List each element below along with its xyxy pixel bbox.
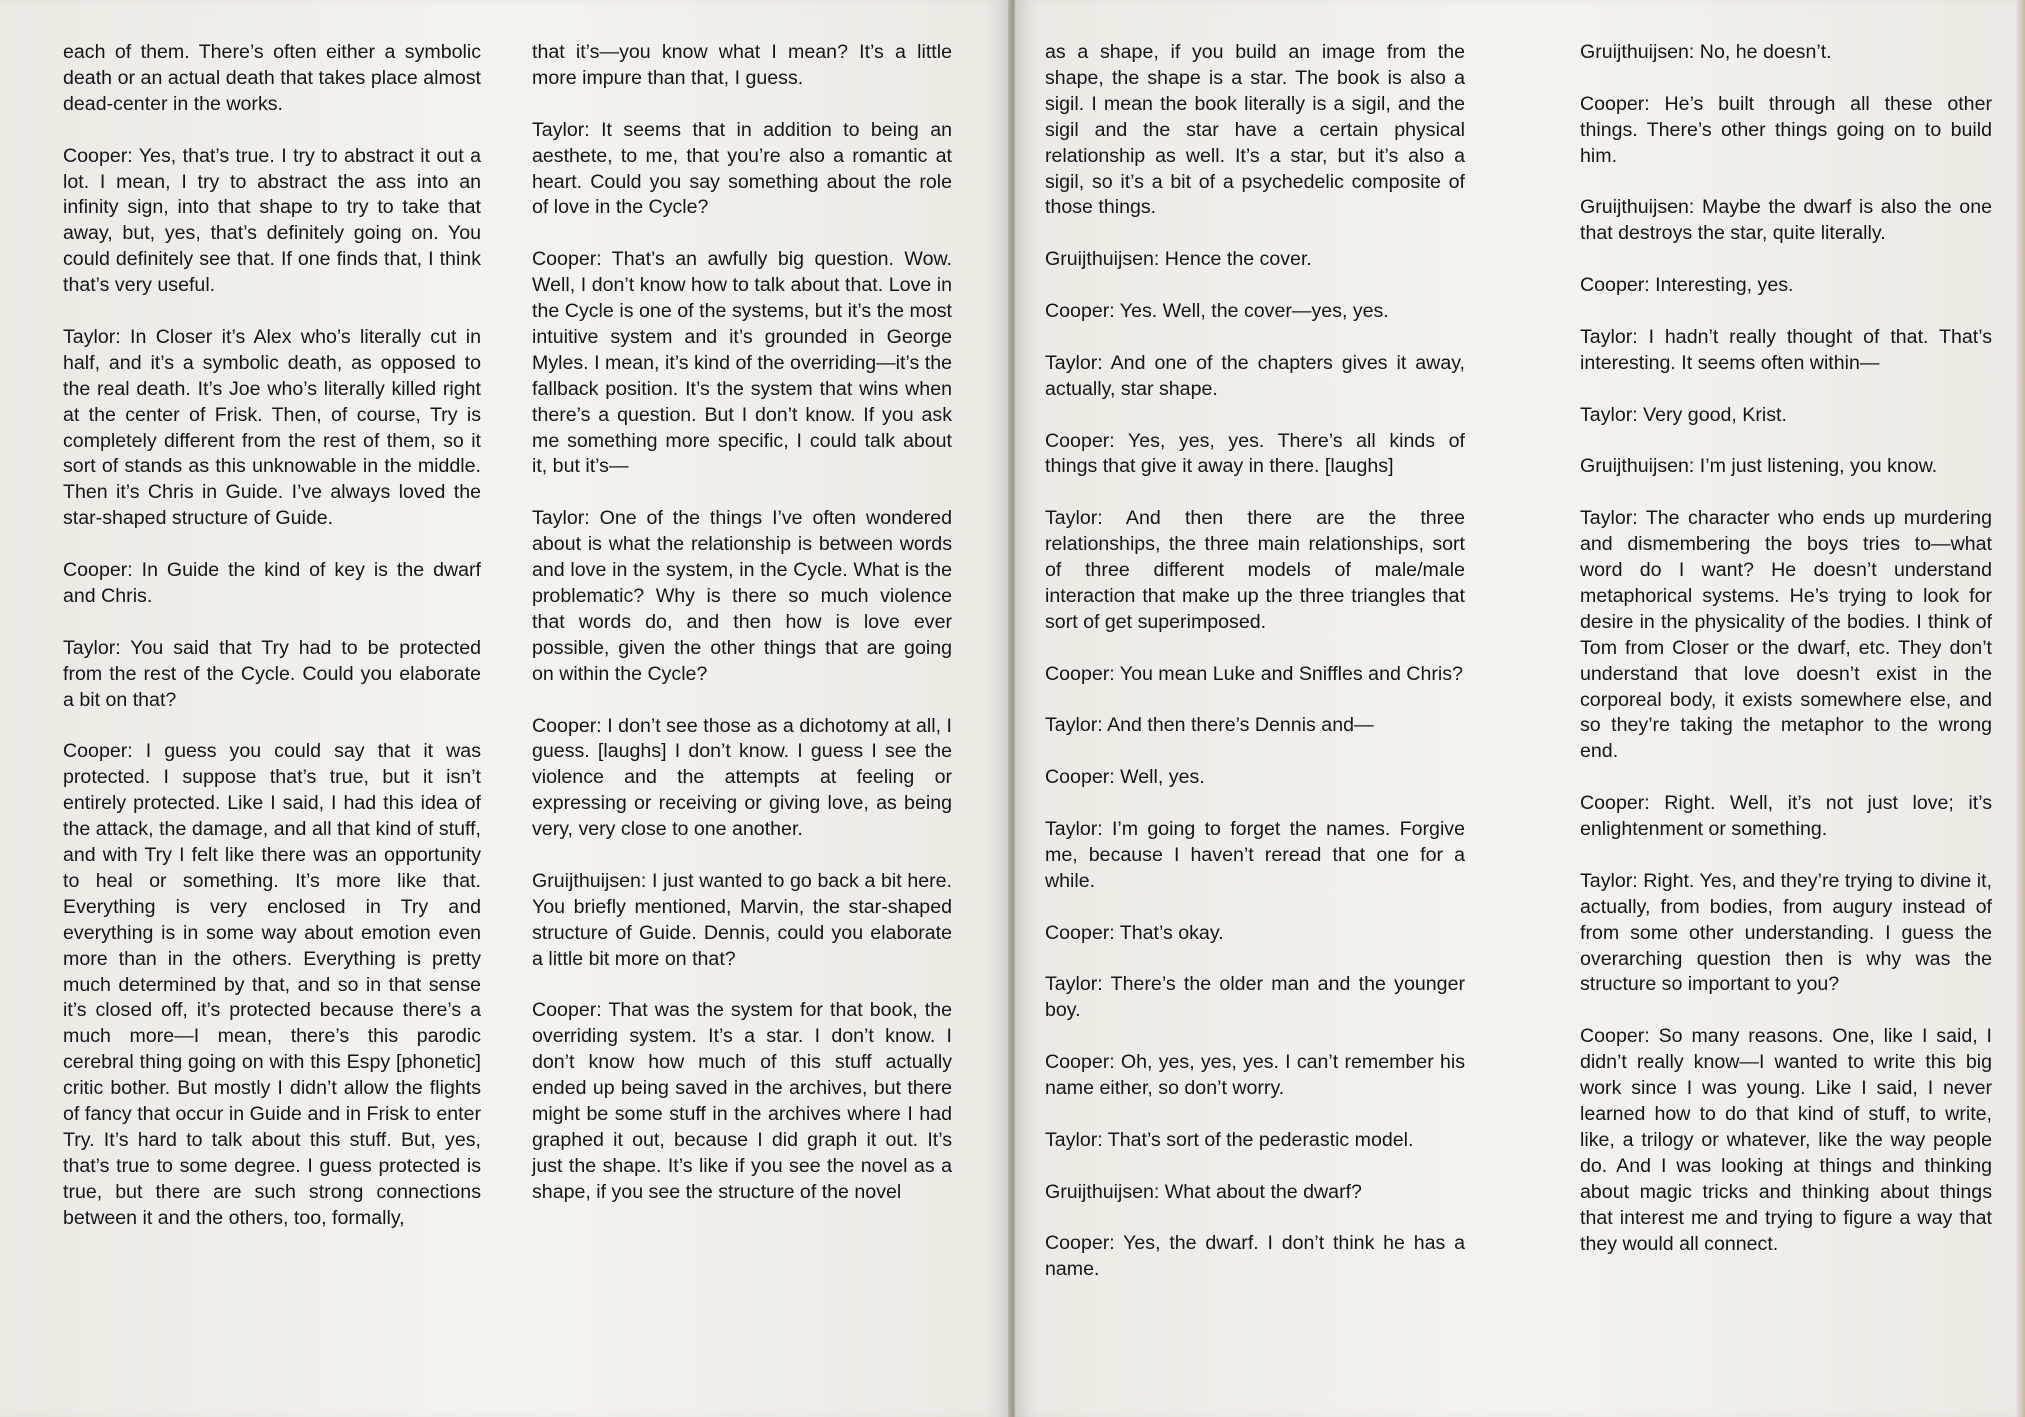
paragraph: Cooper: Interesting, yes.: [1580, 274, 1794, 297]
paragraph: Cooper: I don’t see those as a dichotomy at all, I guess. [laughs] I don’t know. I guess I see the violence and the attempts at feeling or expressing or receiving or giving love, as being very, very close to one another.: [532, 714, 952, 841]
right-page: [1015, 0, 2025, 1417]
paragraph: Taylor: And then there are the three relationships, the three main relationships, sort of three different models of male/male interaction that make up the three triangles that sort of get superimposed.: [1045, 507, 1465, 633]
paragraph: Taylor: That’s sort of the pederastic model.: [1045, 1128, 1414, 1151]
column-3: [1045, 40, 1465, 1309]
paragraph: Cooper: Yes, yes, yes. There’s all kinds of things that give it away in there. [laughs]: [1045, 429, 1465, 478]
paragraph: Gruijthuijsen: I just wanted to go back a bit here. You briefly mentioned, Marvin, the star-shaped structure of Guide. Dennis, could you elaborate a little bit more on that?: [532, 869, 952, 970]
paragraph: Cooper: Well, yes.: [1045, 766, 1205, 789]
paragraph: Gruijthuijsen: Maybe the dwarf is also the one that destroys the star, quite literally.: [1580, 196, 1992, 245]
paragraph: Taylor: One of the things I’ve often wondered about is what the relationship is between words and love in the system, in the Cycle. What is the problematic? Why is there so much violence that words do, and then how is love ever possible, given the other things that are going on within the Cycle?: [532, 507, 952, 685]
paragraph: Taylor: I hadn’t really thought of that. That’s interesting. It seems often within—: [1580, 325, 1992, 374]
paragraph: Taylor: It seems that in addition to being an aesthete, to me, that you’re also a romantic at heart. Could you say something about the role of love in the Cycle?: [532, 118, 952, 219]
paragraph: Cooper: That was the system for that book, the overriding system. It’s a star. I don’t know. I don’t know how much of this stuff actually ended up being saved in the archives, but there might be some stuff in the archives where I had graphed it out, because I did graph it out. It’s just the shape. It’s like if you see the novel as a shape, if you see the structure of the novel: [532, 999, 952, 1203]
column-4: [1580, 40, 1992, 1283]
paragraph: Cooper: So many reasons. One, like I said, I didn’t really know—I wanted to write this big work since I was young. Like I said, I never learned how to do that kind of stuff, to write, like, a trilogy or whatever, like the way people do. And I was looking at things and thinking about magic tricks and thinking about things that interest me and trying to figure a way that they would all connect.: [1580, 1025, 1992, 1255]
paragraph: each of them. There’s often either a symbolic death or an actual death that takes place almost dead-center in the works.: [63, 41, 481, 115]
paragraph: Cooper: That’s okay.: [1045, 921, 1224, 944]
paragraph: Gruijthuijsen: Hence the cover.: [1045, 248, 1312, 271]
paragraph: Gruijthuijsen: I’m just listening, you know.: [1580, 455, 1938, 478]
paragraph: Taylor: And then there’s Dennis and—: [1045, 714, 1374, 737]
paragraph: Cooper: Yes, that’s true. I try to abstract it out a lot. I mean, I try to abstract the ass into an infinity sign, into that shape to try to take that away, but, yes, that’s definitely going on. You could definitely see that. If one finds that, I think that’s very useful.: [63, 144, 481, 297]
paragraph: Cooper: I guess you could say that it was protected. I suppose that’s true, but it isn’t entirely protected. Like I said, I had this idea of the attack, the damage, and all that kind of stuff, and with Try I felt like there was an opportunity to heal or something. It’s more like that. Everything is very enclosed in Try and everything is in some way about emotion even more than in the others. Everything is pretty much determined by that, and so in that sense it’s closed off, it’s protected because there’s a much more—I mean, there’s this parodic cerebral thing going on with this Espy [phonetic] critic bother. But mostly I didn’t allow the flights of fancy that occur in Guide and in Frisk to enter Try. It’s hard to talk about this stuff. But, yes, that’s true to some degree. I guess protected is true, but there are such strong connections between it and the others, too, formally,: [63, 740, 481, 1229]
paragraph: Taylor: In Closer it’s Alex who’s literally cut in half, and it’s a symbolic death, as opposed to the real death. It’s Joe who’s literally killed right at the center of Frisk. Then, of course, Try is completely different from the rest of them, so it sort of stands as this unknowable in the middle. Then it’s Chris in Guide. I’ve always loved the star-shaped structure of Guide.: [63, 325, 481, 530]
paragraph: Cooper: That’s an awfully big question. Wow. Well, I don’t know how to talk about that. Love in the Cycle is one of the systems, but it’s the most intuitive system and it’s grounded in George Myles. I mean, it’s kind of the overriding—it’s the fallback position. It’s the system that wins when there’s a question. But I don’t know. If you ask me something more specific, I could talk about it, but it’s—: [532, 248, 952, 478]
paragraph: Gruijthuijsen: What about the dwarf?: [1045, 1180, 1362, 1203]
paragraph: Taylor: The character who ends up murdering and dismembering the boys tries to—what word do I want? He doesn’t understand metaphorical systems. He’s trying to look for desire in the physicality of the bodies. I think of Tom from Closer or the dwarf, etc. They don’t understand that love doesn’t exist in the corporeal body, it exists somewhere else, and so they’re taking the metaphor to the wrong end.: [1580, 507, 1992, 763]
paragraph: Taylor: You said that Try had to be protected from the rest of the Cycle. Could you elaborate a bit on that?: [63, 636, 481, 711]
paragraph: Cooper: He’s built through all these other things. There’s other things going on to build him.: [1580, 92, 1992, 167]
left-page: [0, 0, 1010, 1417]
paragraph: Gruijthuijsen: No, he doesn’t.: [1580, 41, 1832, 63]
paragraph: Taylor: Very good, Krist.: [1580, 403, 1787, 426]
paragraph: Taylor: And one of the chapters gives it away, actually, star shape.: [1045, 351, 1465, 400]
paragraph: Cooper: Yes. Well, the cover—yes, yes.: [1045, 300, 1389, 323]
paragraph: Taylor: I’m going to forget the names. Forgive me, because I haven’t reread that one for a while.: [1045, 818, 1465, 892]
paragraph: as a shape, if you build an image from the shape, the shape is a star. The book is also a sigil. I mean the book literally is a sigil, and the sigil and the star have a certain physical relationship as well. It’s a star, but it’s also a sigil, so it’s a bit of a psychedelic composite of those things.: [1045, 41, 1465, 219]
column-2: [532, 40, 952, 1232]
paragraph: Cooper: In Guide the kind of key is the dwarf and Chris.: [63, 559, 481, 607]
paragraph: Cooper: You mean Luke and Sniffles and Chris?: [1045, 662, 1463, 685]
paragraph: that it’s—you know what I mean? It’s a little more impure than that, I guess.: [532, 41, 952, 89]
paragraph: Taylor: Right. Yes, and they’re trying to divine it, actually, from bodies, from augury instead of from some other understanding. I guess the overarching question then is why was the structure so important to you?: [1580, 869, 1992, 996]
column-1: [63, 40, 481, 1258]
paragraph: Cooper: Yes, the dwarf. I don’t think he has a name.: [1045, 1232, 1465, 1281]
paragraph: Cooper: Oh, yes, yes, yes. I can’t remember his name either, so don’t worry.: [1045, 1051, 1465, 1100]
paragraph: Cooper: Right. Well, it’s not just love; it’s enlightenment or something.: [1580, 792, 1992, 841]
paragraph: Taylor: There’s the older man and the younger boy.: [1045, 973, 1465, 1022]
